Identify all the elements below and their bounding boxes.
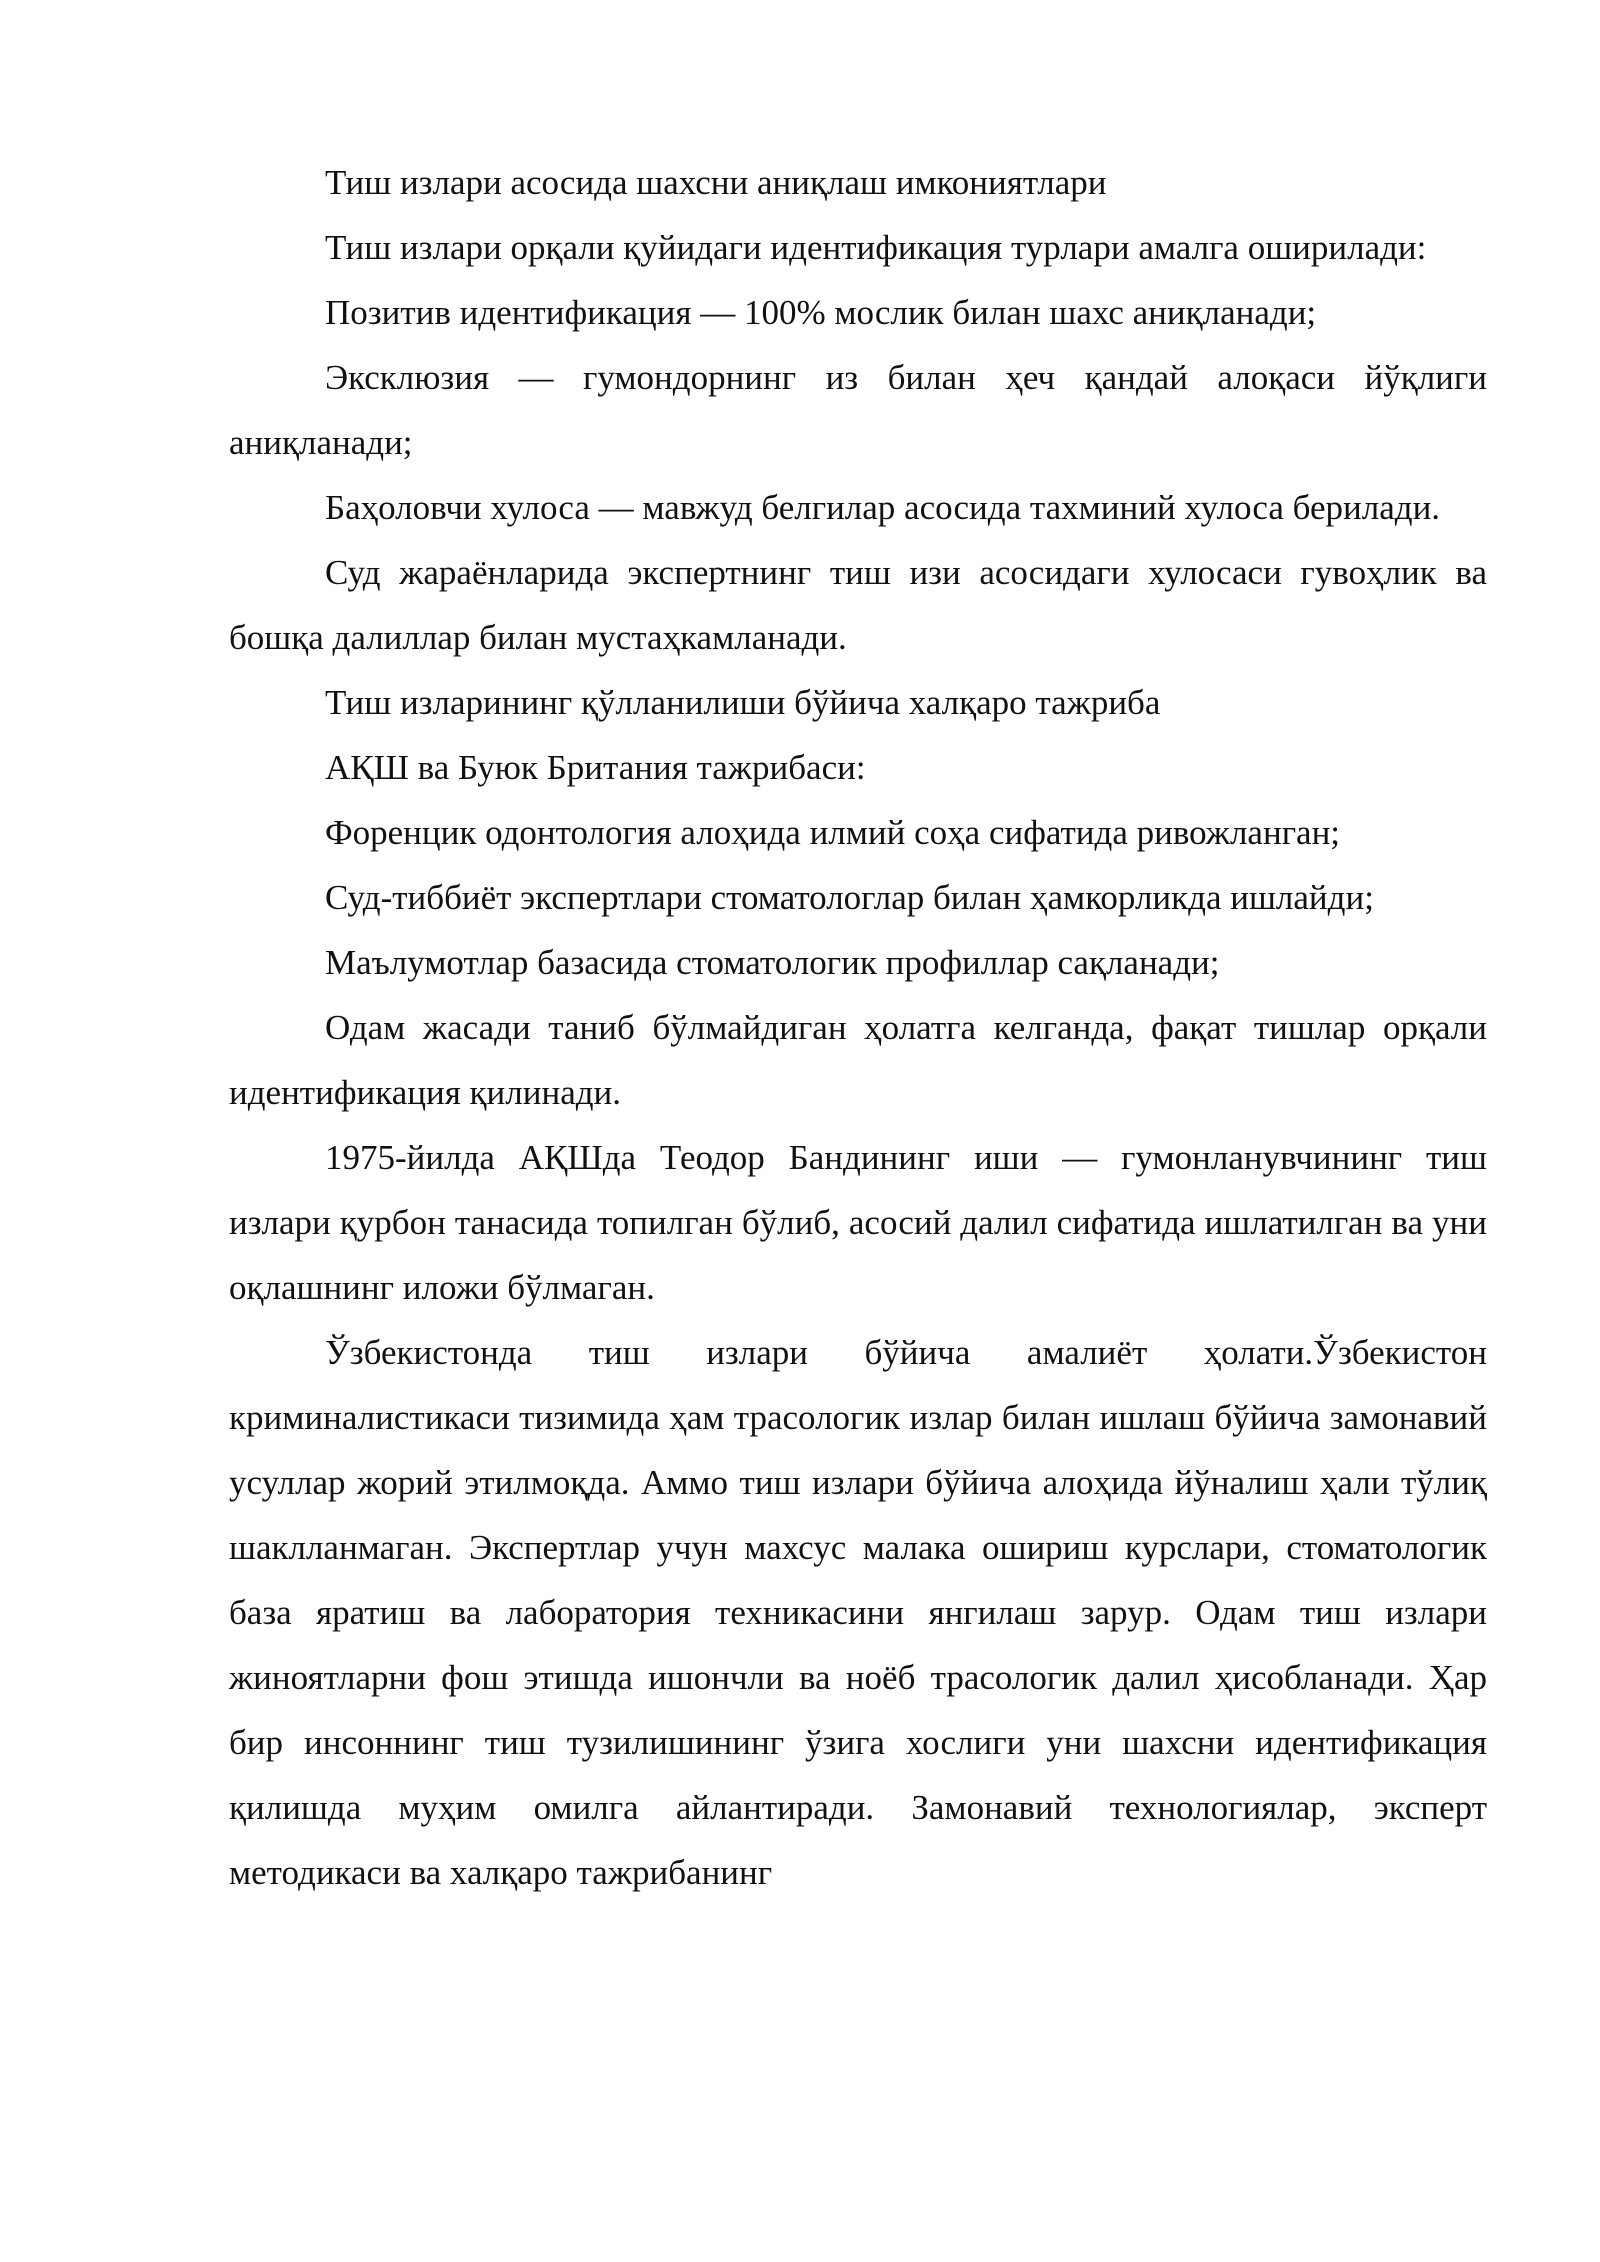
list-item-exclusion: Эксклюзия — гумондорнинг из билан ҳеч қандай алоқаси йўқлиги аниқланади; — [229, 358, 1487, 462]
section-heading-international-experience: Тиш изларининг қўлланилиши бўйича халқаро тажриба — [325, 683, 1161, 722]
paragraph-unrecognizable-body: Одам жасади таниб бўлмайдиган ҳолатга келганда, фақат тишлар орқали идентификация қилинади. — [229, 1008, 1487, 1112]
paragraph-uzbekistan-practice: Ўзбекистонда тиш излари бўйича амалиёт ҳолати.Ўзбекистон криминалистикаси тизимида ҳам трасологик излар билан ишлаш бўйича замонавий усуллар жорий этилмоқда. Аммо тиш излари бўйича алоҳида йўналиш ҳали тўлиқ шаклланмаган. Экспертлар учун махсус малака ошириш курслари, стоматологик база яратиш ва лаборатория техникасини янгилаш зарур. Одам тиш излари жиноятларни фош этишда ишончли ва ноёб трасологик далил ҳисобланади. Ҳар бир инсоннинг тиш тузилишининг ўзига хослиги уни шахсни идентификация қилишда муҳим омилга айлантиради. Замонавий технологиялар, эксперт методикаси ва халқаро тажрибанинг — [229, 1333, 1487, 1892]
paragraph-court-proceedings: Суд жараёнларида экспертнинг тиш изи асосидаги хулосаси гувоҳлик ва бошқа далиллар билан мустаҳкамланади. — [229, 553, 1487, 657]
list-item-dental-profiles-database: Маълумотлар базасида стоматологик профиллар сақланади; — [325, 943, 1220, 982]
list-item-positive-identification: Позитив идентификация — 100% мослик билан шахс аниқланади; — [325, 293, 1317, 332]
subheading-usa-uk-experience: АҚШ ва Буюк Британия тажрибаси: — [325, 748, 866, 787]
list-item-forensic-experts: Суд-тиббиёт экспертлари стоматологлар билан ҳамкорликда ишлайди; — [325, 878, 1374, 917]
list-item-forensic-odontology: Форенцик одонтология алоҳида илмий соҳа сифатида ривожланган; — [325, 813, 1341, 852]
document-body — [229, 150, 1487, 1905]
paragraph-identification-types-intro: Тиш излари орқали қуйидаги идентификация турлари амалга оширилади: — [325, 228, 1427, 267]
section-heading-tooth-marks-identification: Тиш излари асосида шахсни аниқлаш имкониятлари — [325, 163, 1107, 202]
list-item-evaluative-conclusion: Баҳоловчи хулоса — мавжуд белгилар асосида тахминий хулоса берилади. — [325, 488, 1441, 527]
paragraph-ted-bundy-case: 1975-йилда АҚШда Теодор Бандининг иши — гумонланувчининг тиш излари қурбон танасида топилган бўлиб, асосий далил сифатида ишлатилган ва уни оқлашнинг иложи бўлмаган. — [229, 1138, 1487, 1307]
